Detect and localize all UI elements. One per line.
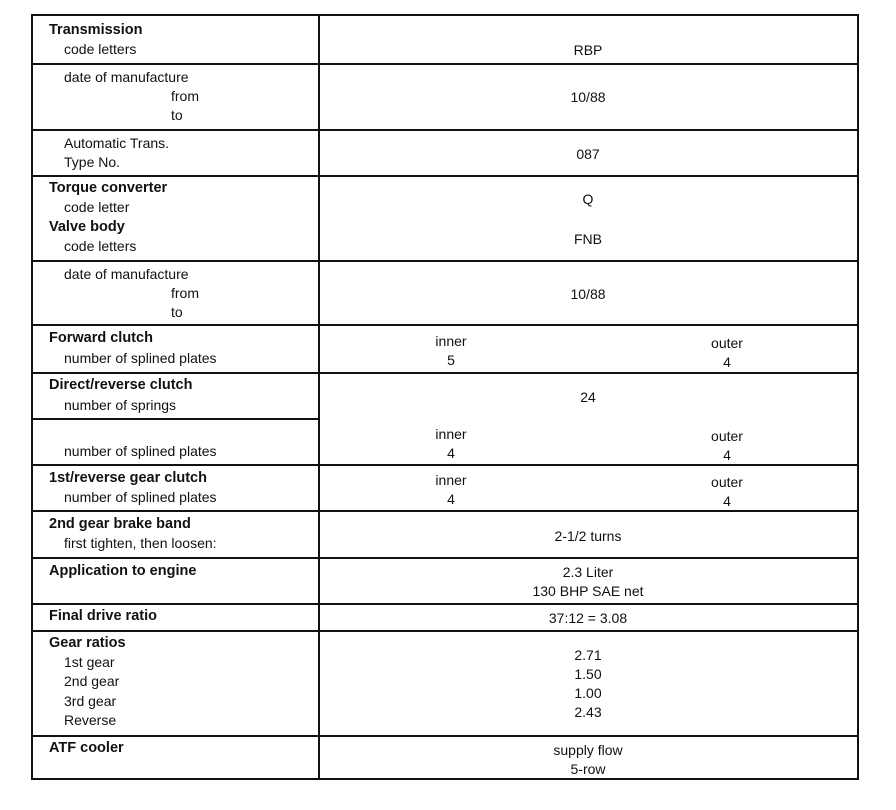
number-of-springs-label: number of springs <box>64 397 177 413</box>
brake-band-value: 2-1/2 turns <box>554 528 622 544</box>
engine-displacement: 2.3 Liter <box>562 564 614 580</box>
brake-band-label: first tighten, then loosen: <box>64 535 217 551</box>
first-reverse-clutch-heading: 1st/reverse gear clutch <box>49 470 207 486</box>
outer-label: outer <box>711 428 743 444</box>
splined-plates-label: number of splined plates <box>64 443 217 459</box>
date-of-manufacture-label: date of manufacture <box>64 266 189 282</box>
atf-cooler-flow: supply flow <box>553 742 623 758</box>
gear-label: 3rd gear <box>64 693 117 709</box>
row-divider <box>31 464 859 466</box>
row-divider <box>31 510 859 512</box>
forward-clutch-heading: Forward clutch <box>49 330 153 346</box>
final-drive-value: 37:12 = 3.08 <box>548 610 628 626</box>
auto-trans-label: Automatic Trans. <box>64 135 170 151</box>
date-to-label: to <box>171 304 183 320</box>
inner-label: inner <box>435 333 467 349</box>
gear-label: 2nd gear <box>64 673 120 689</box>
row-divider <box>31 324 859 326</box>
torque-converter-code-value: Q <box>582 191 594 207</box>
brake-band-heading: 2nd gear brake band <box>49 516 191 532</box>
application-heading: Application to engine <box>49 563 197 579</box>
date-from-label: from <box>171 285 199 301</box>
row-divider <box>31 175 859 177</box>
row-divider <box>31 372 859 374</box>
gear-ratio-value: 1.50 <box>574 666 602 682</box>
row-divider <box>31 129 859 131</box>
outer-label: outer <box>711 474 743 490</box>
row-divider <box>31 630 859 632</box>
inner-value: 4 <box>447 445 455 461</box>
gear-label: 1st gear <box>64 654 115 670</box>
row-divider <box>31 63 859 65</box>
type-no-label: Type No. <box>64 154 121 170</box>
code-letters-label: code letters <box>64 41 137 57</box>
row-divider <box>31 735 859 737</box>
torque-converter-heading: Torque converter <box>49 180 168 196</box>
inner-label: inner <box>435 472 467 488</box>
engine-power: 130 BHP SAE net <box>532 583 644 599</box>
number-of-springs-value: 24 <box>580 389 596 405</box>
valve-body-code-value: FNB <box>574 231 602 247</box>
gear-ratio-value: 2.71 <box>574 647 602 663</box>
valve-body-heading: Valve body <box>49 219 125 235</box>
outer-value: 4 <box>723 354 731 370</box>
inner-value: 4 <box>447 491 455 507</box>
atf-cooler-heading: ATF cooler <box>49 740 124 756</box>
row-divider <box>31 260 859 262</box>
date-from-label: from <box>171 88 199 104</box>
valve-body-code-label: code letters <box>64 238 137 254</box>
date-of-manufacture-label: date of manufacture <box>64 69 189 85</box>
outer-label: outer <box>711 335 743 351</box>
date-value: 10/88 <box>570 89 606 105</box>
splined-plates-label: number of splined plates <box>64 350 217 366</box>
transmission-heading: Transmission <box>49 22 143 38</box>
gear-label: Reverse <box>64 712 117 728</box>
torque-converter-code-label: code letter <box>64 199 130 215</box>
outer-value: 4 <box>723 447 731 463</box>
gear-ratios-heading: Gear ratios <box>49 635 126 651</box>
outer-value: 4 <box>723 493 731 509</box>
atf-cooler-type: 5-row <box>570 761 606 777</box>
row-divider <box>31 603 859 605</box>
gear-ratio-value: 2.43 <box>574 704 602 720</box>
type-no-value: 087 <box>576 146 600 162</box>
date-value: 10/88 <box>570 286 606 302</box>
inner-value: 5 <box>447 352 455 368</box>
final-drive-heading: Final drive ratio <box>49 608 157 624</box>
row-divider <box>31 418 320 420</box>
gear-ratio-value: 1.00 <box>574 685 602 701</box>
code-letters-value: RBP <box>573 42 603 58</box>
row-divider <box>31 557 859 559</box>
direct-reverse-clutch-heading: Direct/reverse clutch <box>49 377 193 393</box>
date-to-label: to <box>171 107 183 123</box>
inner-label: inner <box>435 426 467 442</box>
splined-plates-label: number of splined plates <box>64 489 217 505</box>
